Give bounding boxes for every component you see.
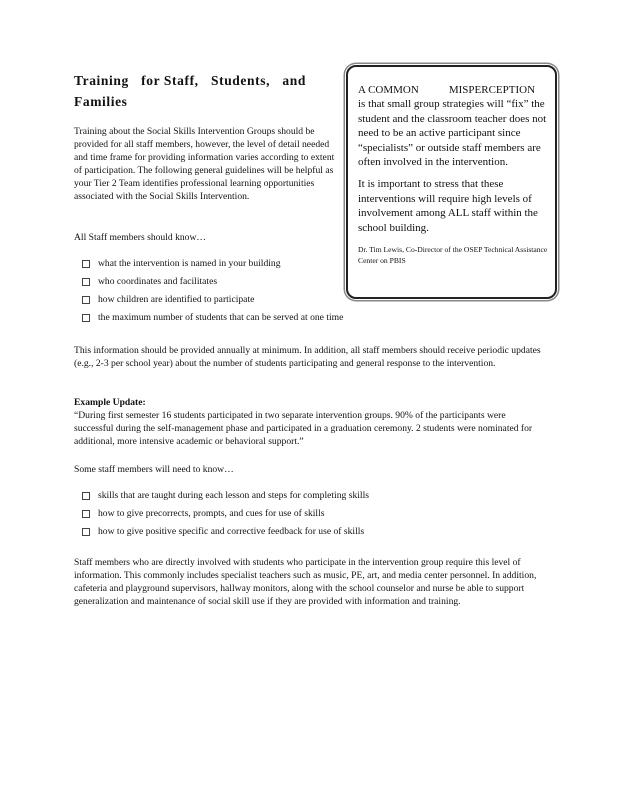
callout-stress: It is important to stress that these interventions will require high levels of involvement among ALL staff within the school building. — [358, 178, 538, 234]
list-item — [79, 309, 399, 327]
checkbox-icon — [82, 314, 90, 322]
title-word-training: Training — [74, 73, 129, 88]
intro-paragraph: Training about the Social Skills Intervention Groups should be provided for all staff members, however, the level of detail needed and time frame for providing information varies according to extent of participation. The following general guidelines will be helpful as your Tier 2 Team identifies professional learning opportunities associated with the Social Skills Intervention. — [74, 126, 335, 202]
list-item — [79, 487, 439, 505]
info-paragraph: This information should be provided annually at minimum. In addition, all staff members should receive periodic updates (e.g., 2-3 per school year) about the number of students participating and general response to the intervention. — [74, 345, 541, 369]
list-item-text: what the intervention is named in your building — [98, 258, 281, 269]
callout-heading-b: MISPERCEPTION — [448, 84, 536, 96]
list-item-text: the maximum number of students that can be served at one time — [98, 312, 344, 323]
callout-heading — [358, 83, 553, 97]
checkbox-icon — [82, 528, 90, 536]
list-item-text: how to give positive specific and corrective feedback for use of skills — [98, 526, 365, 537]
callout-body: is that small group strategies will “fix” the student and the classroom teacher does not need to be an active participant since “specialists” or outside staff members are often involved in the intervention. — [358, 98, 547, 169]
title-word-and: and — [282, 73, 306, 88]
list-item — [79, 523, 439, 541]
title-word-for-staff: for Staff, — [141, 73, 199, 88]
title-word-students: Students, — [211, 73, 271, 88]
list-item-text: who coordinates and facilitates — [98, 276, 218, 287]
page-title — [74, 70, 306, 112]
checkbox-icon — [82, 492, 90, 500]
example-update — [74, 396, 544, 448]
some-staff-list — [79, 487, 439, 541]
list-item — [79, 505, 439, 523]
list-item-text: how to give precorrects, prompts, and cues for use of skills — [98, 508, 325, 519]
example-heading: Example Update: — [74, 397, 146, 408]
checkbox-icon — [82, 510, 90, 518]
all-staff-label: All Staff members should know… — [74, 232, 206, 243]
callout-heading-a: A COMMON — [358, 84, 419, 96]
list-item-text: skills that are taught during each lesson and steps for completing skills — [98, 490, 369, 501]
closing-paragraph: Staff members who are directly involved with students who participate in the intervention group require this level of information. This commonly includes specialist teachers such as music, PE, art, and media center personnel. In addition, cafeteria and playground supervisors, hallway monitors, along with the school counselor and nurse be able to support generalization and maintenance of social skill use if they are provided with information and training. — [74, 557, 537, 607]
checkbox-icon — [82, 260, 90, 268]
title-line-2: Families — [74, 94, 128, 109]
checkbox-icon — [82, 278, 90, 286]
example-text: “During first semester 16 students participated in two separate intervention groups. 90% of the participants were successful during the self-management phase and participated in a graduation ceremony. 2 students were nominated for additional, more intensive academic or behavioral support.” — [74, 410, 533, 447]
checkbox-icon — [82, 296, 90, 304]
misperception-callout — [346, 65, 557, 299]
list-item-text: how children are identified to participate — [98, 294, 255, 305]
some-staff-label: Some staff members will need to know… — [74, 464, 234, 475]
callout-credit: Dr. Tim Lewis, Co-Director of the OSEP Technical Assistance Center on PBIS — [358, 245, 548, 266]
